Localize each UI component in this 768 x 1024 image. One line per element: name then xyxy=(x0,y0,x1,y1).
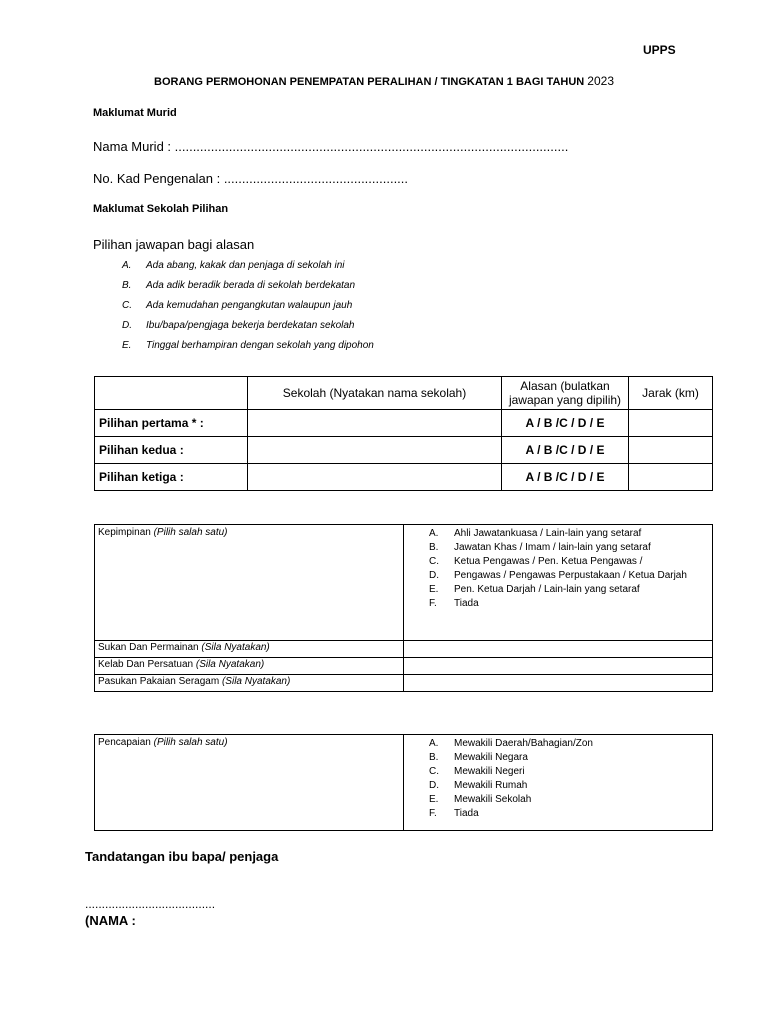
table-row xyxy=(95,641,713,658)
leadership-label: Kepimpinan xyxy=(98,527,151,538)
uniform-label-cell xyxy=(95,675,404,692)
uniform-label: Pasukan Pakaian Seragam xyxy=(98,676,220,687)
uniform-note: (Sila Nyatakan) xyxy=(221,676,291,687)
student-section-heading: Maklumat Murid xyxy=(93,107,177,119)
reason-options[interactable]: A / B /C / D / E xyxy=(502,437,629,464)
signature-name-label: (NAMA : xyxy=(85,913,136,928)
signature-heading: Tandatangan ibu bapa/ penjaga xyxy=(85,849,279,864)
form-title-text: BORANG PERMOHONAN PENEMPATAN PERALIHAN / TINGKATAN 1 BAGI TAHUN xyxy=(154,76,585,88)
distance-input[interactable] xyxy=(629,437,713,464)
school-name-input[interactable] xyxy=(248,464,502,491)
achievement-options xyxy=(404,735,713,831)
reason-item xyxy=(122,340,374,360)
reason-item xyxy=(122,320,374,340)
table-header-cell: Jarak (km) xyxy=(629,377,713,410)
option-text: Tiada xyxy=(454,598,479,609)
achievement-option[interactable] xyxy=(407,779,709,793)
option-letter: A. xyxy=(429,528,439,539)
uniform-input[interactable] xyxy=(404,675,713,692)
option-text: Ahli Jawatankuasa / Lain-lain yang setaraf xyxy=(454,528,642,539)
achievement-note: (Pilih salah satu) xyxy=(153,737,228,748)
student-name-field[interactable]: Nama Murid : ............................................................................................................. xyxy=(93,139,569,154)
leadership-options xyxy=(404,525,713,641)
achievement-label-cell xyxy=(95,735,404,831)
option-letter: B. xyxy=(429,752,439,763)
sports-note: (Sila Nyatakan) xyxy=(201,642,270,653)
option-text: Mewakili Sekolah xyxy=(454,794,532,805)
reason-letter: B. xyxy=(122,280,132,291)
sports-label-cell xyxy=(95,641,404,658)
table-row xyxy=(95,464,713,491)
reason-text: Ada kemudahan pengangkutan walaupun jauh xyxy=(146,300,353,311)
reason-letter: D. xyxy=(122,320,132,331)
school-choice-table xyxy=(94,376,713,491)
leadership-option[interactable] xyxy=(407,597,709,611)
option-text: Mewakili Negara xyxy=(454,752,528,763)
school-name-input[interactable] xyxy=(248,437,502,464)
reason-heading: Pilihan jawapan bagi alasan xyxy=(93,237,255,252)
table-row xyxy=(95,437,713,464)
form-title-year: 2023 xyxy=(587,74,614,88)
leadership-note: (Pilih salah satu) xyxy=(153,527,228,538)
option-letter: A. xyxy=(429,738,439,749)
achievement-option[interactable] xyxy=(407,765,709,779)
signature-line[interactable]: ....................................... xyxy=(85,897,216,911)
reason-item xyxy=(122,280,374,300)
reason-item xyxy=(122,300,374,320)
club-note: (Sila Nyatakan) xyxy=(195,659,265,670)
option-letter: E. xyxy=(429,584,439,595)
reason-list xyxy=(122,260,374,360)
club-input[interactable] xyxy=(404,658,713,675)
reason-text: Tinggal berhampiran dengan sekolah yang dipohon xyxy=(146,340,374,351)
option-letter: C. xyxy=(429,766,439,777)
table-header-row xyxy=(95,377,713,410)
reason-text: Ibu/bapa/pengjaga bekerja berdekatan sekolah xyxy=(146,320,355,331)
table-header-cell: Alasan (bulatkan jawapan yang dipilih) xyxy=(502,377,629,410)
table-row xyxy=(95,410,713,437)
option-letter: D. xyxy=(429,570,439,581)
form-code: UPPS xyxy=(643,43,676,57)
achievement-option[interactable] xyxy=(407,793,709,807)
achievement-option[interactable] xyxy=(407,807,709,821)
distance-input[interactable] xyxy=(629,464,713,491)
reason-item xyxy=(122,260,374,280)
achievement-label: Pencapaian xyxy=(98,737,151,748)
reason-letter: E. xyxy=(122,340,132,351)
option-text: Jawatan Khas / Imam / lain-lain yang setaraf xyxy=(454,542,651,553)
leadership-option[interactable] xyxy=(407,583,709,597)
achievement-option[interactable] xyxy=(407,751,709,765)
distance-input[interactable] xyxy=(629,410,713,437)
option-letter: D. xyxy=(429,780,439,791)
reason-text: Ada abang, kakak dan penjaga di sekolah ini xyxy=(146,260,345,271)
option-letter: F. xyxy=(429,598,437,609)
choice-label: Pilihan pertama * : xyxy=(95,410,248,437)
option-letter: C. xyxy=(429,556,439,567)
leadership-label-cell xyxy=(95,525,404,641)
option-text: Mewakili Negeri xyxy=(454,766,525,777)
leadership-option[interactable] xyxy=(407,527,709,541)
leadership-option[interactable] xyxy=(407,555,709,569)
table-header-cell xyxy=(95,377,248,410)
table-row xyxy=(95,525,713,641)
club-label: Kelab Dan Persatuan xyxy=(98,659,194,670)
choice-label: Pilihan ketiga : xyxy=(95,464,248,491)
option-letter: B. xyxy=(429,542,439,553)
achievement-option[interactable] xyxy=(407,737,709,751)
option-text: Tiada xyxy=(454,808,479,819)
option-text: Pengawas / Pengawas Perpustakaan / Ketua Darjah xyxy=(454,570,687,581)
table-row xyxy=(95,675,713,692)
table-row xyxy=(95,735,713,831)
option-text: Mewakili Rumah xyxy=(454,780,528,791)
table-row xyxy=(95,658,713,675)
form-title xyxy=(0,74,768,88)
option-text: Pen. Ketua Darjah / Lain-lain yang setaraf xyxy=(454,584,640,595)
leadership-table xyxy=(94,524,713,692)
sports-input[interactable] xyxy=(404,641,713,658)
sports-label: Sukan Dan Permainan xyxy=(98,642,199,653)
reason-text: Ada adik beradik berada di sekolah berdekatan xyxy=(146,280,356,291)
ic-number-field[interactable]: No. Kad Pengenalan : ................................................... xyxy=(93,171,409,186)
option-text: Mewakili Daerah/Bahagian/Zon xyxy=(454,738,593,749)
club-label-cell xyxy=(95,658,404,675)
reason-letter: A. xyxy=(122,260,132,271)
reason-options[interactable]: A / B /C / D / E xyxy=(502,464,629,491)
table-header-cell: Sekolah (Nyatakan nama sekolah) xyxy=(248,377,502,410)
option-letter: E. xyxy=(429,794,439,805)
option-text: Ketua Pengawas / Pen. Ketua Pengawas / xyxy=(454,556,643,567)
leadership-option[interactable] xyxy=(407,541,709,555)
leadership-option[interactable] xyxy=(407,569,709,583)
achievement-table xyxy=(94,734,713,831)
school-name-input[interactable] xyxy=(248,410,502,437)
reason-options[interactable]: A / B /C / D / E xyxy=(502,410,629,437)
school-section-heading: Maklumat Sekolah Pilihan xyxy=(93,203,229,215)
choice-label: Pilihan kedua : xyxy=(95,437,248,464)
option-letter: F. xyxy=(429,808,437,819)
reason-letter: C. xyxy=(122,300,132,311)
